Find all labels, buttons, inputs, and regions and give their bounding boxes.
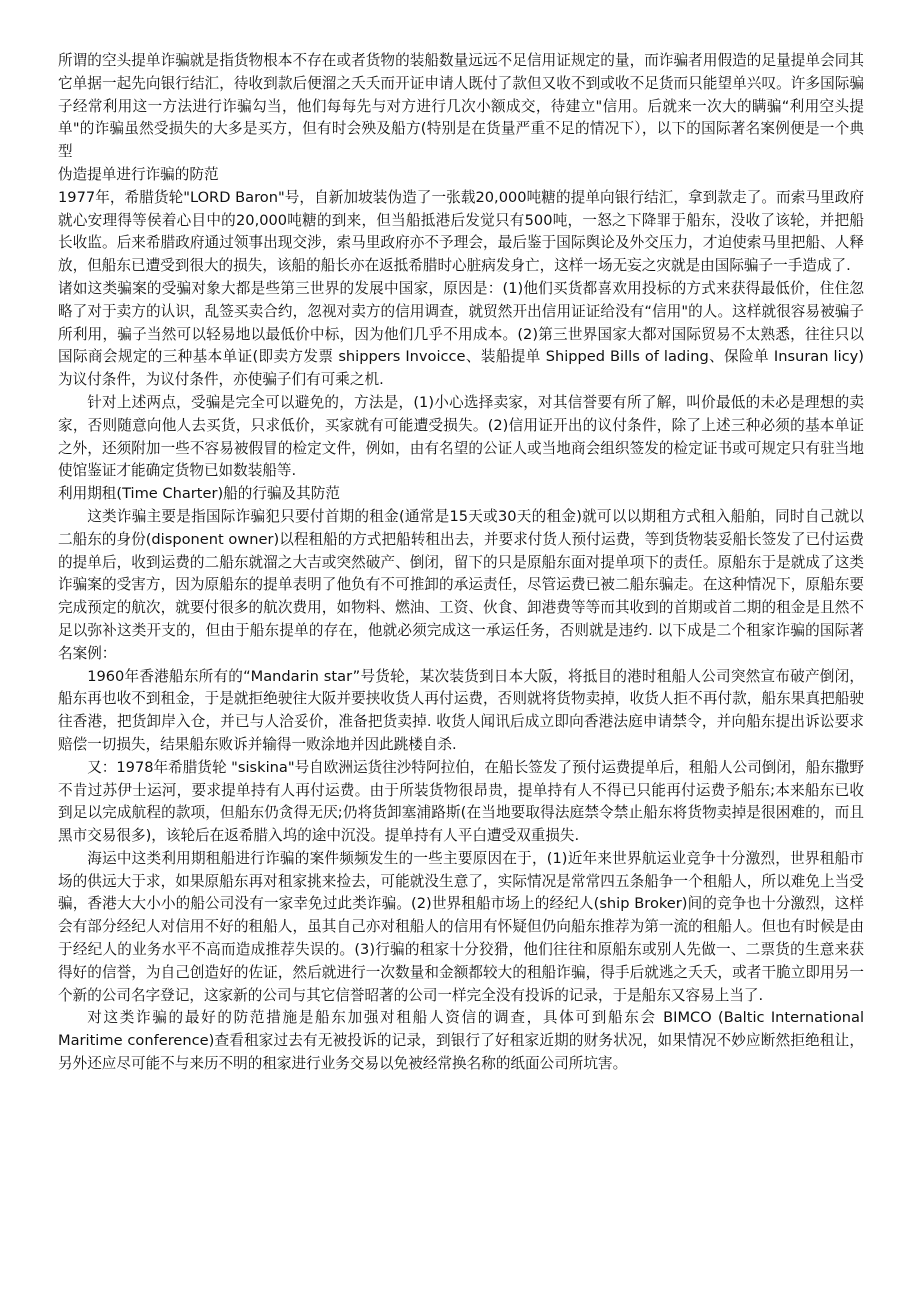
paragraph-time-charter-explanation: 这类诈骗主要是指国际诈骗犯只要付首期的租金(通常是15天或30天的租金)就可以以期租方式租入船舶，同时自己就以二船东的身份(disponent owner)以程租船的方式把船转租出去，并要求付货人预付运费，等到货物装妥船长签发了已付运费的提单后，收到运费的二船东就溜之大吉或突然破产、倒闭，留下的只是原船东面对提单项下的责任。原船东于是就成了这类诈骗案的受害方，因为原船东的提单表明了他负有不可推卸的承运责任，尽管运费已被二船东骗走。在这种情况下，原船东要完成预定的航次，就要付很多的航次费用，如物料、燃油、工资、伙食、卸港费等等而其收到的首期或首二期的租金是且然不足以弥补这类开支的，但由于船东提单的存在，他就必须完成这一承运任务，否则就是违约. 以下成是二个租家诈骗的国际著名案例： <box>58 507 864 662</box>
heading-time-charter-fraud: 利用期租(Time Charter)船的行骗及其防范 <box>58 485 340 503</box>
paragraph-mandarin-star-case: 1960年香港船东所有的“Mandarin star”号货轮，某次装货到日本大阪，将抵目的港时租船人公司突然宣布破产倒闭，船东再也收不到租金，于是就拒绝驶往大阪并要挟收货人再付运费，否则就将货物卖掉，收货人拒不再付款，船东果真把船驶往香港，把货卸岸入仓，并已与人洽妥价，准备把货卖掉. 收货人闻讯后成立即向香港法庭申请禁令，并向船东提出诉讼要求赔偿一切损失，结果船东败诉并输得一败涂地并因此跳楼自杀. <box>58 667 864 753</box>
paragraph-reasons-for-fraud: 海运中这类利用期租船进行诈骗的案件频频发生的一些主要原因在于，(1)近年来世界航运业竞争十分激烈，世界租船市场的供远大于求，如果原船东再对租家挑来捡去，可能就没生意了，实际情况是常常四五条船争一个租船人，所以难免上当受骗，香港大大小小的船公司没有一家幸免过此类诈骗。(2)世界租船市场上的经纪人(ship Broker)间的竞争也十分激烈，这样会有部分经纪人对信用不好的租船人，虽其自己亦对租船人的信用有怀疑但仍向船东推荐为第一流的租船人。但也有时候是由于经纪人的业务水平不高而造成推荐失误的。(3)行骗的租家十分狡猾，他们往往和原船东或别人先做一、二票货的生意来获得好的信誉，为自己创造好的佐证，然后就进行一次数量和金额都较大的租船诈骗，得手后就逃之夭夭，或者干脆立即用另一个新的公司名字登记，这家新的公司与其它信誉昭著的公司一样完全没有投诉的记录，于是船东又容易上当了. <box>58 849 864 1004</box>
paragraph-best-prevention: 对这类诈骗的最好的防范措施是船东加强对租船人资信的调查，具体可到船东会 BIMCO (Baltic International Maritime conference)查看租家过去有无被投诉的记录，到银行了好租家近期的财务状况，如果情况不妙应断然拒绝租让，另外还应尽可能不与来历不明的租家进行业务交易以免被经常换名称的纸面公司所坑害。 <box>58 1009 864 1073</box>
paragraph-lord-baron-case: 1977年，希腊货轮"LORD Baron"号，自新加坡装伪造了一张载20,000吨糖的提单向银行结汇，拿到款走了。而索马里政府就心安理得等侯着心目中的20,000吨糖的到来，但当船抵港后发觉只有500吨，一怒之下降罪于船东，没收了该轮，并把船长收监。后来希腊政府通过领事出现交涉，索马里政府亦不予理会，最后鉴于国际舆论及外交压力，才迫使索马里把船、人释放，但船东已遭受到很大的损失，该船的船长亦在返抵希腊时心脏病发身亡，这样一场无妄之灾就是由国际骗子一手造成了. <box>58 188 864 275</box>
paragraph-third-world-victims: 诸如这类骗案的受骗对象大都是些第三世界的发展中国家，原因是：(1)他们买货都喜欢用投标的方式来获得最低价，住住忽略了对于卖方的认识，乱签买卖合约，忽视对卖方的信用调查，就贸然开出信用证证给没有“信用"的人。这样就很容易被骗子所利用，骗子当然可以轻易地以最低价中标，因为他们几乎不用成本。(2)第三世界国家大都对国际贸易不太熟悉，往往只以国际商会规定的三种基本单证(即卖方发票 shippers Invoicce、装船提单 Shipped Bills of lading、保险单 Insuran licy)为议付条件，为议付条件，亦使骗子们有可乘之机. <box>58 279 864 389</box>
paragraph-intro-empty-bill-fraud: 所谓的空头提单诈骗就是指货物根本不存在或者货物的装船数量远远不足信用证规定的量，而诈骗者用假造的足量提单会同其它单据一起先向银行结汇，待收到款后便溜之夭夭而开证申请人既付了款但又收不到或收不足货而只能望单兴叹。许多国际骗子经常利用这一方法进行诈骗勾当，他们每每先与对方进行几次小额成交，待建立"信用。后就来一次大的瞒骗“利用空头提单"的诈骗虽然受损失的大多是买方，但有时会殃及船方(特别是在货量严重不足的情况下），以下的国际著名案例便是一个典型 <box>58 52 864 161</box>
paragraph-siskina-case: 又：1978年希腊货轮 "siskina"号自欧洲运货往沙特阿拉伯，在船长签发了预付运费提单后，租船人公司倒闭，船东撒野不肯过苏伊士运河，要求提单持有人再付运费。由于所装货物很昂贵，提单持有人不得已只能再付运费予船东;本来船东已收到足以完成航程的款项，但船东仍贪得无厌;仍将货卸塞浦路斯(在当地要取得法庭禁令禁止船东将货物卖掉是很困难的，而且黑市交易很多)，该轮后在返希腊入坞的途中沉没。提单持有人平白遭受双重损失. <box>58 758 864 845</box>
paragraph-prevention-methods: 针对上述两点，受骗是完全可以避免的，方法是，(1)小心选择卖家，对其信誉要有所了解，叫价最低的未必是理想的卖家，否则随意向他人去买货，只求低价，买家就有可能遭受损失。(2)信用证开出的议付条件，除了上述三种必须的基本单证之外，还须附加一些不容易被假冒的检定文件，例如，由有名望的公证人或当地商会组织签发的检定证书或可规定只有驻当地使馆鉴证才能确定货物已如数装船等. <box>58 393 864 480</box>
heading-forged-bill-prevention: 伪造提单进行诈骗的防范 <box>58 165 219 183</box>
